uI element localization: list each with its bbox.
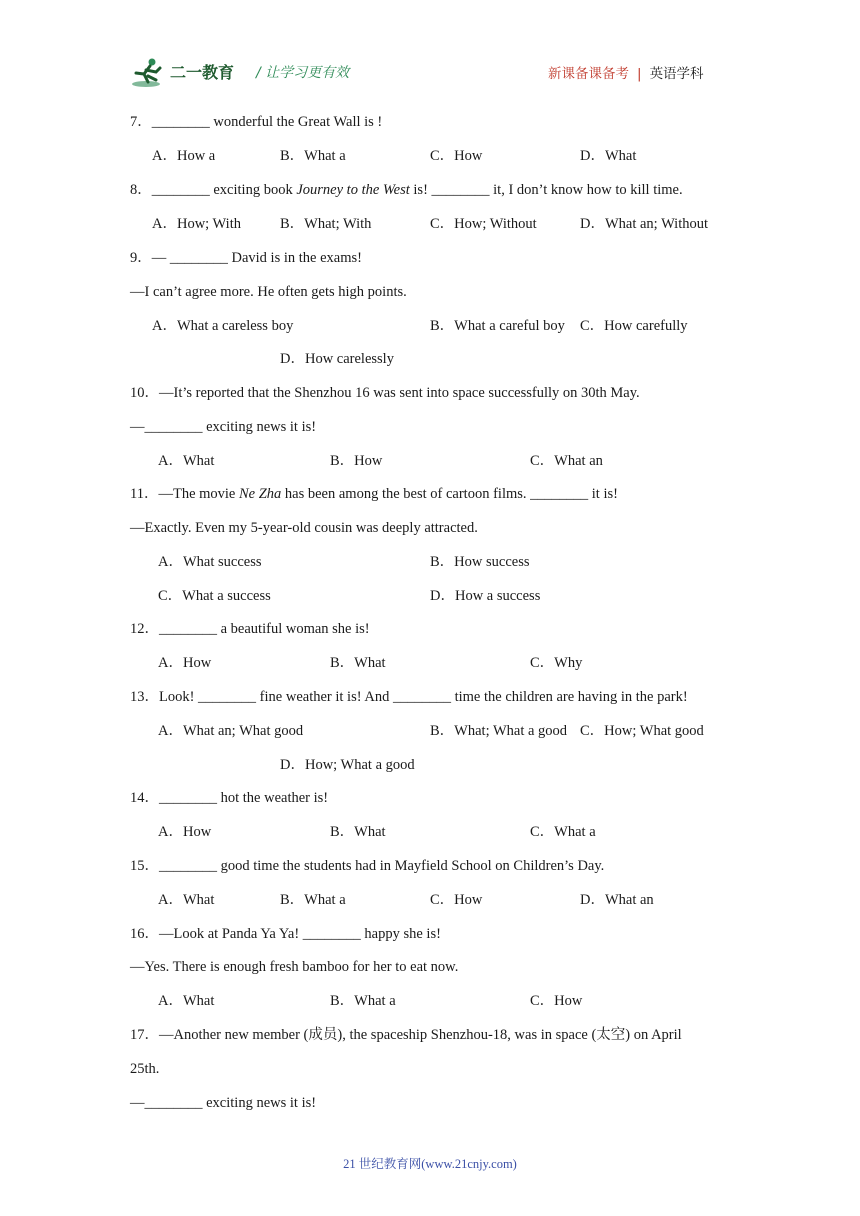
q16-option-a[interactable]: A．What xyxy=(158,993,215,1009)
q8-option-c[interactable]: C．How; Without xyxy=(430,216,537,232)
q12-option-b[interactable]: B．What xyxy=(330,655,386,671)
question-9-stem: 9．— ________ David is in the exams! xyxy=(130,250,362,266)
q10-option-b[interactable]: B．How xyxy=(330,453,383,469)
q8-option-b[interactable]: B．What; With xyxy=(280,216,372,232)
q8-stem-part-1: 8．________ exciting book xyxy=(130,182,297,198)
q11-option-c[interactable]: C．What a success xyxy=(158,588,271,604)
q12-option-a[interactable]: A．How xyxy=(158,655,212,671)
q15-option-d[interactable]: D．What an xyxy=(580,892,654,908)
q11-option-d[interactable]: D．How a success xyxy=(430,588,541,604)
q8-option-a[interactable]: A．How; With xyxy=(152,216,241,232)
question-8-stem xyxy=(130,181,683,199)
q14-option-b[interactable]: B．What xyxy=(330,824,386,840)
q17-reply: —________ exciting news it is! xyxy=(130,1095,317,1111)
question-11-stem xyxy=(130,485,618,503)
question-10-stem: 10．—It’s reported that the Shenzhou 16 was sent into space successfully on 30th May. xyxy=(130,385,640,401)
q11-option-a[interactable]: A．What success xyxy=(158,554,262,570)
q8-option-d[interactable]: D．What an; Without xyxy=(580,216,709,232)
q13-option-a[interactable]: A．What an; What good xyxy=(158,723,304,739)
q9-option-c[interactable]: C．How carefully xyxy=(580,318,688,334)
logo-text: 二一教育 xyxy=(170,63,235,82)
q13-option-b[interactable]: B．What; What a good xyxy=(430,723,568,739)
header-separator: | xyxy=(637,66,642,82)
q14-option-a[interactable]: A．How xyxy=(158,824,212,840)
header-tagline: 新课备课备考 xyxy=(548,66,629,82)
q11-stem-part-2: has been among the best of cartoon films. ________ it is! xyxy=(281,486,618,502)
q9-option-a[interactable]: A．What a careless boy xyxy=(152,318,294,334)
q15-option-a[interactable]: A．What xyxy=(158,892,215,908)
q15-option-b[interactable]: B．What a xyxy=(280,892,346,908)
q11-stem-part-1: 11．—The movie xyxy=(130,486,239,502)
q13-option-d[interactable]: D．How; What a good xyxy=(280,757,415,773)
q10-option-a[interactable]: A．What xyxy=(158,453,215,469)
slogan: / 让学习更有效 xyxy=(256,65,350,81)
q7-option-b[interactable]: B．What a xyxy=(280,148,346,164)
q7-option-d[interactable]: D．What xyxy=(580,148,637,164)
question-15-stem: 15．________ good time the students had in Mayfield School on Children’s Day. xyxy=(130,858,605,874)
q15-option-c[interactable]: C．How xyxy=(430,892,483,908)
page-header xyxy=(0,0,860,100)
q17-stem-continued: 25th. xyxy=(130,1061,160,1077)
runner-logo-icon xyxy=(130,56,170,90)
question-14-stem: 14．________ hot the weather is! xyxy=(130,790,329,806)
q9-reply: —I can’t agree more. He often gets high points. xyxy=(130,284,407,300)
q9-option-b[interactable]: B．What a careful boy xyxy=(430,318,565,334)
q16-reply: —Yes. There is enough fresh bamboo for her to eat now. xyxy=(130,959,459,975)
question-17-stem: 17．—Another new member (成员), the spaceship Shenzhou-18, was in space (太空) on April xyxy=(130,1027,682,1043)
header-right xyxy=(548,62,704,82)
q8-stem-part-2: is! ________ it, I don’t know how to kill time. xyxy=(409,182,683,198)
q11-reply: —Exactly. Even my 5-year-old cousin was deeply attracted. xyxy=(130,520,478,536)
q13-option-c[interactable]: C．How; What good xyxy=(580,723,704,739)
q10-reply: —________ exciting news it is! xyxy=(130,419,317,435)
header-subject: 英语学科 xyxy=(649,66,704,82)
q16-option-b[interactable]: B．What a xyxy=(330,993,396,1009)
q7-option-a[interactable]: A．How a xyxy=(152,148,216,164)
question-16-stem: 16．—Look at Panda Ya Ya! ________ happy she is! xyxy=(130,926,441,942)
q12-option-c[interactable]: C．Why xyxy=(530,655,583,671)
q10-option-c[interactable]: C．What an xyxy=(530,453,603,469)
question-12-stem: 12．________ a beautiful woman she is! xyxy=(130,621,370,637)
q11-movie-title: Ne Zha xyxy=(239,486,282,502)
q8-book-title: Journey to the West xyxy=(296,182,410,198)
question-7-stem: 7．________ wonderful the Great Wall is ! xyxy=(130,114,383,130)
q11-option-b[interactable]: B．How success xyxy=(430,554,530,570)
question-13-stem: 13．Look! ________ fine weather it is! And ________ time the children are having in the park! xyxy=(130,689,688,705)
q7-option-c[interactable]: C．How xyxy=(430,148,483,164)
q14-option-c[interactable]: C．What a xyxy=(530,824,596,840)
logo xyxy=(130,56,242,90)
page-footer: 21 世纪教育网(www.21cnjy.com) xyxy=(343,1157,517,1171)
q16-option-c[interactable]: C．How xyxy=(530,993,583,1009)
q9-option-d[interactable]: D．How carelessly xyxy=(280,351,394,367)
